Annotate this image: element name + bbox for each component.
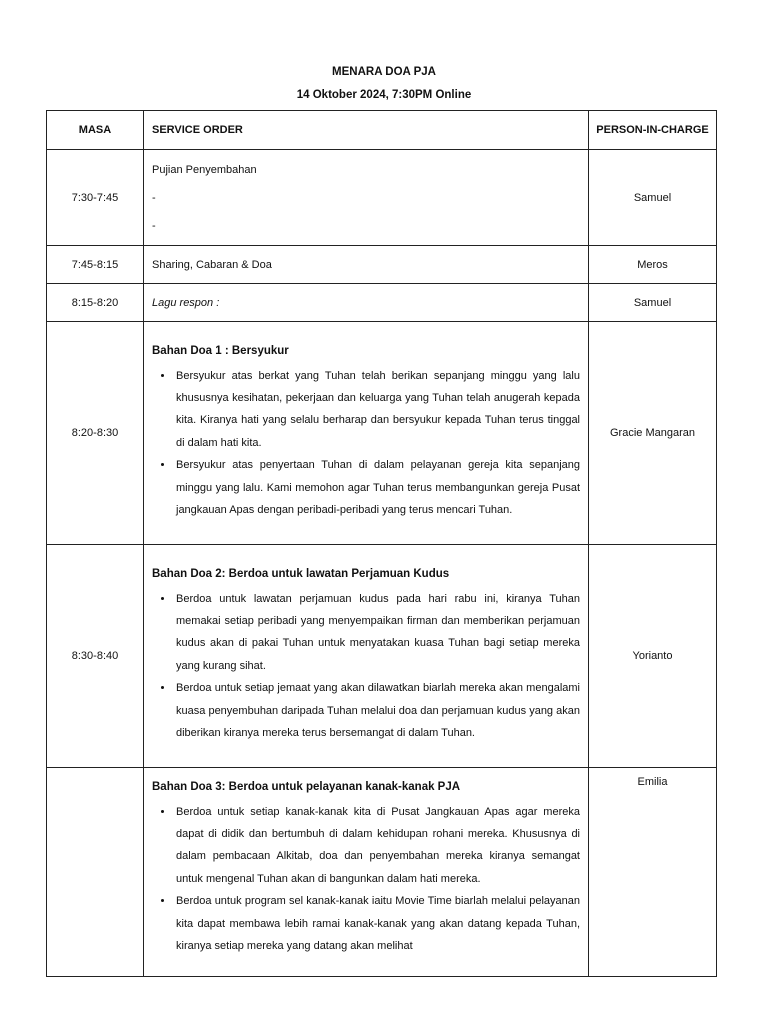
prayer-point: • Berdoa untuk setiap kanak-kanak kita di Pusat Jangkauan Apas agar mereka dapat di didik dan bertumbuh di dalam kehidupan rohani mereka. Khususnya di dalam pembacaan Alkitab, doa dan penyembahan mereka kiranya semangat untuk mengenal Tuhan akan di bangunkan dalam hati mereka. [174,801,580,891]
prayer-point: • Bersyukur atas berkat yang Tuhan telah berikan sepanjang minggu yang lalu khususnya kesihatan, pekerjaan dan keluarga yang Tuhan telah anugerah kepada kita. Kiranya hati yang selalu berharap dan bersyukur kepada Tuhan terus tinggal di dalam hati kita. [174,365,580,455]
row-person-in-charge: Emilia [589,768,717,977]
row-time: 7:30-7:45 [47,150,144,246]
row-service-order: Lagu respon : [144,284,589,322]
document-subtitle: 14 Oktober 2024, 7:30PM Online [296,89,472,101]
table-row [47,150,717,246]
row-time: 8:15-8:20 [47,284,144,322]
prayer-heading: Bahan Doa 2: Berdoa untuk lawatan Perjamuan Kudus [152,567,450,580]
row-time: 8:30-8:40 [47,545,144,768]
row-person-in-charge: Meros [589,246,717,284]
row-time: 8:20-8:30 [47,322,144,545]
header-service-order: SERVICE ORDER [144,111,589,150]
table-header-row [47,111,717,150]
table-row [47,545,717,768]
table-row [47,246,717,284]
row-person-in-charge: Samuel [589,150,717,246]
row-service-order [144,150,589,246]
header-person-in-charge: PERSON-IN-CHARGE [589,111,717,150]
service-order-table [46,110,717,977]
service-line: Pujian Penyembahan [152,163,257,176]
table-row [47,322,717,545]
document-title: MENARA DOA PJA [332,66,436,78]
prayer-point: • Berdoa untuk lawatan perjamuan kudus pada hari rabu ini, kiranya Tuhan memakai setiap peribadi yang menyempaikan firman dan memberikan perjamuan kudus akan di pakai Tuhan untuk menyatakan kuasa Tuhan bagi setiap mereka yang kurang sihat. [174,588,580,678]
row-time [47,768,144,977]
prayer-points [152,365,580,522]
row-time: 7:45-8:15 [47,246,144,284]
row-service-order [144,545,589,768]
service-line: - [152,191,156,204]
prayer-point: • Berdoa untuk program sel kanak-kanak iaitu Movie Time biarlah melalui pelayanan kita dapat membawa lebih ramai kanak-kanak yang akan datang kepada Tuhan, kiranya setiap mereka yang datang akan melihat [174,890,580,957]
header-masa: MASA [47,111,144,150]
service-line: - [152,219,156,232]
prayer-points [152,801,580,958]
row-service-order: Sharing, Cabaran & Doa [144,246,589,284]
row-person-in-charge: Samuel [589,284,717,322]
row-service-order [144,768,589,977]
prayer-heading: Bahan Doa 3: Berdoa untuk pelayanan kanak-kanak PJA [152,780,461,793]
row-service-order [144,322,589,545]
table-row [47,284,717,322]
row-person-in-charge: Gracie Mangaran [589,322,717,545]
prayer-points [152,588,580,745]
prayer-point: • Berdoa untuk setiap jemaat yang akan dilawatkan biarlah mereka akan mengalami kuasa penyembuhan daripada Tuhan melalui doa dan perjamuan kudus yang akan diberikan kiranya mereka terus bersemangat di dalam Tuhan. [174,677,580,744]
table-row [47,768,717,977]
prayer-heading: Bahan Doa 1 : Bersyukur [152,344,289,357]
row-person-in-charge: Yorianto [589,545,717,768]
prayer-point: • Bersyukur atas penyertaan Tuhan di dalam pelayanan gereja kita sepanjang minggu yang lalu. Kami memohon agar Tuhan terus membangunkan gereja Pusat jangkauan Apas dengan peribadi-peribadi yang terus mencari Tuhan. [174,454,580,521]
